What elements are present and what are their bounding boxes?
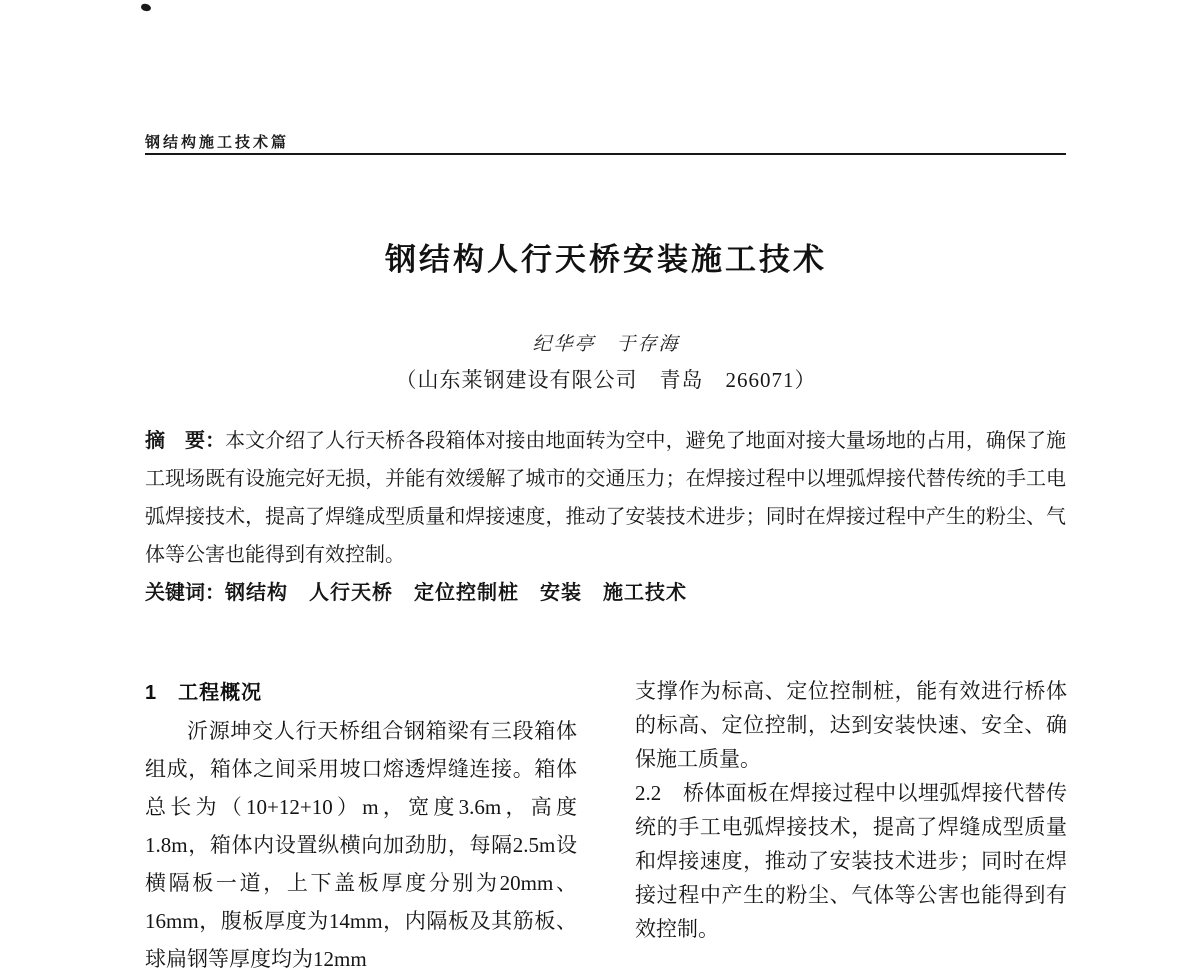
left-column-paragraph: 沂源坤交人行天桥组合钢箱梁有三段箱体组成，箱体之间采用坡口熔透焊缝连接。箱体总长为（10+12+10）m，宽度3.6m，高度1.8m，箱体内设置纵横向加劲肋，每隔2.5m设横隔板一道，上下盖板厚度分别为20mm、16mm，腹板厚度为14mm，内隔板及其筋板、球扁钢等厚度均为12mm [145,719,577,971]
abstract-text: 本文介绍了人行天桥各段箱体对接由地面转为空中，避免了地面对接大量场地的占用，确保了施工现场既有设施完好无损，并能有效缓解了城市的交通压力；在焊接过程中以埋弧焊接代替传统的手工电弧焊接技术，提高了焊缝成型质量和焊接速度，推动了安装技术进步；同时在焊接过程中产生的粉尘、气体等公害也能得到有效控制。 [145,430,1067,566]
scan-artifact [140,3,151,12]
section-heading-1: 1 工程概况 [145,682,263,704]
right-column-paragraph-2: 2.2 桥体面板在焊接过程中以埋弧焊接代替传统的手工电弧焊接技术，提高了焊缝成型质量和焊接速度，推动了安装技术进步；同时在焊接过程中产生的粉尘、气体等公害也能得到有效控制。 [635,781,1067,941]
keywords-text: 钢结构 人行天桥 定位控制桩 安装 施工技术 [225,582,687,604]
affiliation: （山东莱钢建设有限公司 青岛 266071） [395,368,817,392]
header-rule [145,153,1066,155]
keywords [145,574,1066,612]
right-column-paragraph-1: 支撑作为标高、定位控制桩，能有效进行桥体的标高、定位控制，达到安装快速、安全、确保施工质量。 [635,679,1067,771]
two-column-body [145,674,1067,978]
paper-page [145,0,1067,971]
running-head: 钢结构施工技术篇 [145,134,290,151]
keywords-label: 关键词： [145,582,225,604]
left-column [145,674,577,978]
abstract [145,422,1066,574]
authors: 纪华亭 于存海 [532,334,680,355]
paper-title: 钢结构人行天桥安装施工技术 [385,242,827,277]
abstract-label: 摘 要： [145,430,226,452]
right-column [635,674,1067,946]
